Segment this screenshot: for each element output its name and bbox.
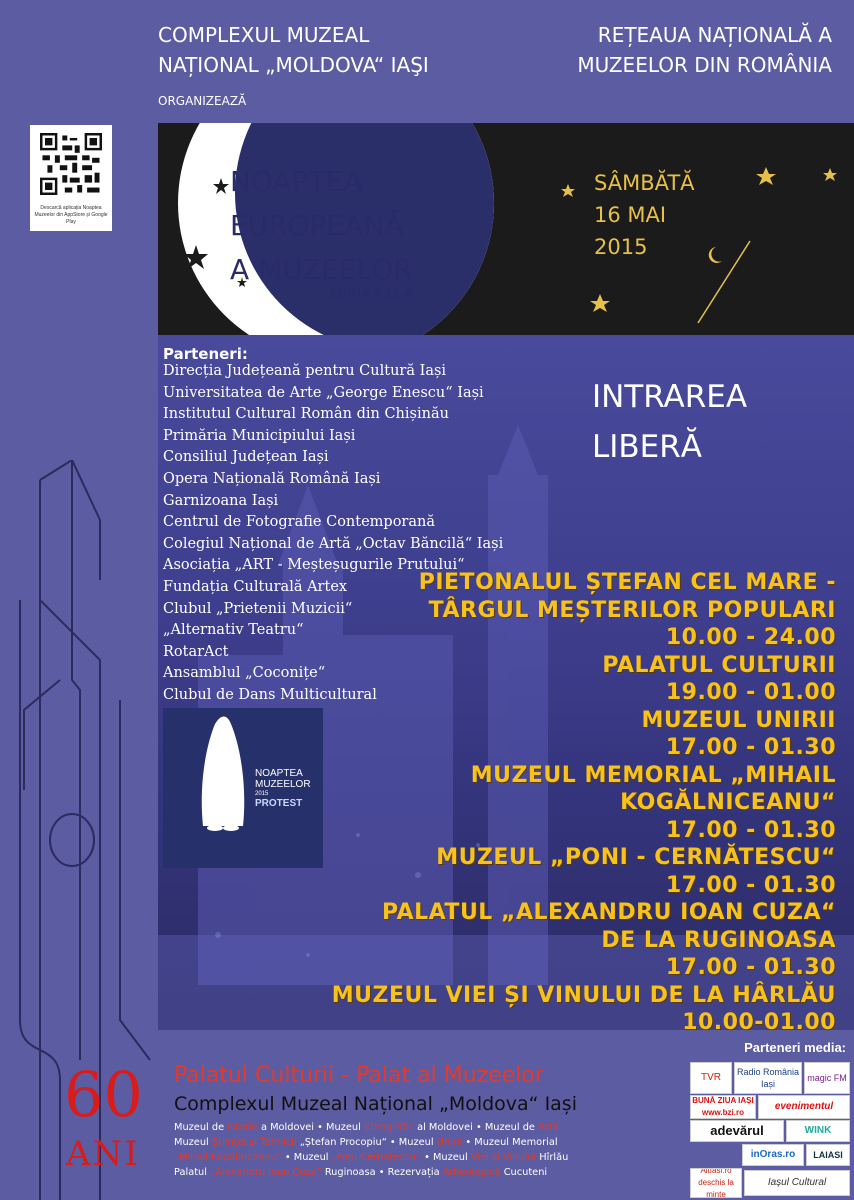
event-banner [158, 123, 854, 335]
partner-item: Ansamblul „Coconițe“ [163, 665, 326, 682]
museums-text-fragment: Hîrlău [536, 1152, 569, 1163]
museums-text-fragment: • Muzeul [281, 1152, 332, 1163]
museums-text-fragment: • Muzeul Memorial [462, 1137, 558, 1148]
network-line-1: REȚEAUA NAȚIONALĂ A [597, 23, 832, 47]
partner-item: Clubul „Prietenii Muzicii“ [163, 600, 353, 617]
partner-item: Garnizoana Iași [163, 492, 279, 509]
entry-line-2: LIBERĂ [592, 429, 703, 465]
free-entry-notice [592, 372, 747, 472]
event-line: PALATUL „ALEXANDRU IOAN CUZA“ [381, 900, 836, 925]
museums-line-4 [174, 1165, 674, 1180]
network-line-2: MUZEELOR DIN ROMÂNIA [577, 53, 832, 77]
organizes-label: ORGANIZEAZĂ [158, 94, 247, 108]
museums-text-fragment: a Moldovei • Muzeul [257, 1122, 364, 1133]
museums-list [174, 1120, 674, 1180]
partner-item: Direcția Județeană pentru Cultură Iași [163, 363, 447, 379]
organizer-block [158, 20, 429, 80]
event-line: KOGĂLNICEANU“ [620, 790, 836, 815]
logo-evenimentul[interactable]: evenimentul [758, 1095, 850, 1119]
palace-slogan: Palatul Culturii - Palat al Muzeelor [174, 1063, 544, 1088]
museum-name: Științei și Tehnicii [211, 1137, 297, 1148]
event-line: TÂRGUL MEȘTERILOR POPULARI [428, 597, 836, 623]
event-time: 17.00 - 01.30 [665, 955, 836, 980]
qr-card[interactable] [30, 125, 112, 231]
museum-name: Istorie [227, 1122, 258, 1133]
museums-line-2 [174, 1135, 674, 1150]
museums-text-fragment: Muzeul de [174, 1122, 228, 1133]
logo-tvr[interactable]: TVR [690, 1062, 732, 1094]
anniversary-number: 60 [64, 1058, 143, 1131]
museum-name: Artă [538, 1122, 559, 1133]
logo-radio-romania[interactable]: Radio România Iași [734, 1062, 802, 1094]
partner-item: Primăria Municipiului Iași [163, 427, 356, 444]
museum-name: „Alexandru Ioan Cuza“ [210, 1167, 322, 1178]
event-line: MUZEUL MEMORIAL „MIHAIL [470, 762, 836, 788]
partners-title: Parteneri: [163, 345, 248, 363]
date-year: 2015 [594, 235, 648, 259]
museum-name: Arheologică [442, 1167, 501, 1178]
network-block [577, 20, 832, 80]
date-day-month: 16 MAI [594, 203, 667, 227]
partner-item: RotarAct [163, 643, 229, 660]
museums-line-3 [174, 1150, 674, 1165]
museums-text-fragment: Palatul [174, 1167, 211, 1178]
event-time: 19.00 - 01.00 [665, 680, 836, 705]
partner-item: Centrul de Fotografie Contemporană [163, 514, 435, 531]
museums-text-fragment: „Ștefan Procopiu“ • Muzeul [296, 1137, 437, 1148]
event-line: MUZEUL UNIRII [641, 707, 836, 733]
museum-name: Unirii [436, 1137, 463, 1148]
anniversary-years: ANI [66, 1134, 140, 1174]
event-line: PALATUL CULTURII [602, 652, 836, 678]
museum-name: Viei și Vinului [470, 1152, 537, 1163]
protest-logo [163, 708, 323, 868]
partner-item: Opera Națională Română Iași [163, 470, 381, 487]
protest-year: 2015 [255, 791, 269, 797]
logo-magic-fm[interactable]: magic FM [804, 1062, 850, 1094]
protest-line-2: MUZEELOR [255, 779, 311, 790]
logo-wink[interactable]: WINK [786, 1120, 850, 1142]
museums-line-1 [174, 1120, 674, 1135]
museums-text-fragment: al Moldovei • Muzeul de [413, 1122, 539, 1133]
banner-title-line-3: A MUZEELOR [230, 253, 413, 286]
event-time: 10.00 - 24.00 [665, 625, 836, 650]
organizer-line-1: COMPLEXUL MUZEAL [158, 23, 370, 47]
entry-line-1: INTRAREA [592, 379, 748, 415]
museum-name: „Poni-Cernătescu“ [331, 1152, 421, 1163]
partner-item: Fundația Culturală Artex [163, 578, 348, 595]
event-time: 17.00 - 01.30 [665, 817, 836, 843]
partner-item: „Alternativ Teatru“ [163, 622, 304, 639]
event-line: MUZEUL VIEI ȘI VINULUI DE LA HÂRLĂU [331, 982, 836, 1008]
qr-code-icon [40, 133, 102, 195]
partner-item: Consiliul Județean Iași [163, 449, 329, 466]
date-day: SÂMBĂTĂ [594, 171, 695, 195]
museum-name: Etnografic [363, 1122, 414, 1133]
protest-line-1: NOAPTEA [255, 768, 303, 779]
logo-inoras[interactable]: inOras.ro [742, 1144, 804, 1166]
partner-item: Asociația „ART - Meșteșugurile Prutului“ [163, 557, 465, 574]
partner-item: Colegiul Național de Artă „Octav Băncilă“ Iași [163, 535, 504, 552]
logo-altiasi[interactable]: AltIasi.ro deschis la minte [690, 1168, 742, 1198]
partner-item: Universitatea de Arte „George Enescu“ Iași [163, 384, 484, 401]
museums-text-fragment: Cucuteni [500, 1167, 548, 1178]
museum-name: „Mihail Kogălniceanu“ [174, 1152, 282, 1163]
qr-caption: Descarcă aplicația Noaptea Muzeelor din AppStore și Google Play [34, 205, 108, 225]
logo-iasul-cultural[interactable]: Iașul Cultural [744, 1170, 850, 1196]
event-time: 10.00-01.00 [682, 1010, 836, 1035]
event-time: 17.00 - 01.30 [665, 735, 836, 760]
event-time: 17.00 - 01.30 [665, 872, 836, 898]
logo-adevarul[interactable]: adevărul [690, 1120, 784, 1142]
logo-bzi[interactable]: BUNĂ ZIUA IAȘI www.bzi.ro [690, 1095, 756, 1119]
events-schedule [332, 569, 836, 1037]
logo-laiasi[interactable]: LAIASI [806, 1144, 850, 1166]
event-line: DE LA RUGINOASA [601, 927, 836, 953]
event-line: PIETONALUL ȘTEFAN CEL MARE - [418, 570, 836, 595]
museums-text-fragment: Muzeul [174, 1137, 212, 1148]
museums-text-fragment: • Muzeul [420, 1152, 471, 1163]
edition-label: EDIȚIA A 11-A [330, 287, 413, 301]
museums-text-fragment: Ruginoasa • Rezervația [321, 1167, 443, 1178]
media-partners-title: Parteneri media: [744, 1040, 846, 1055]
event-line: MUZEUL „PONI - CERNĂTESCU“ [436, 845, 836, 870]
banner-title-line-1: NOAPTEA [230, 165, 363, 198]
protest-word: PROTEST [255, 798, 303, 809]
protest-text [255, 768, 311, 809]
complex-name: Complexul Muzeal Național „Moldova“ Iași [174, 1093, 577, 1115]
banner-title-line-2: EUROPEANĂ [230, 209, 404, 242]
organizer-line-2: NAȚIONAL „MOLDOVA“ IAŞI [158, 53, 429, 77]
partner-item: Clubul de Dans Multicultural [163, 686, 377, 703]
partner-item: Institutul Cultural Român din Chișinău [163, 406, 449, 423]
